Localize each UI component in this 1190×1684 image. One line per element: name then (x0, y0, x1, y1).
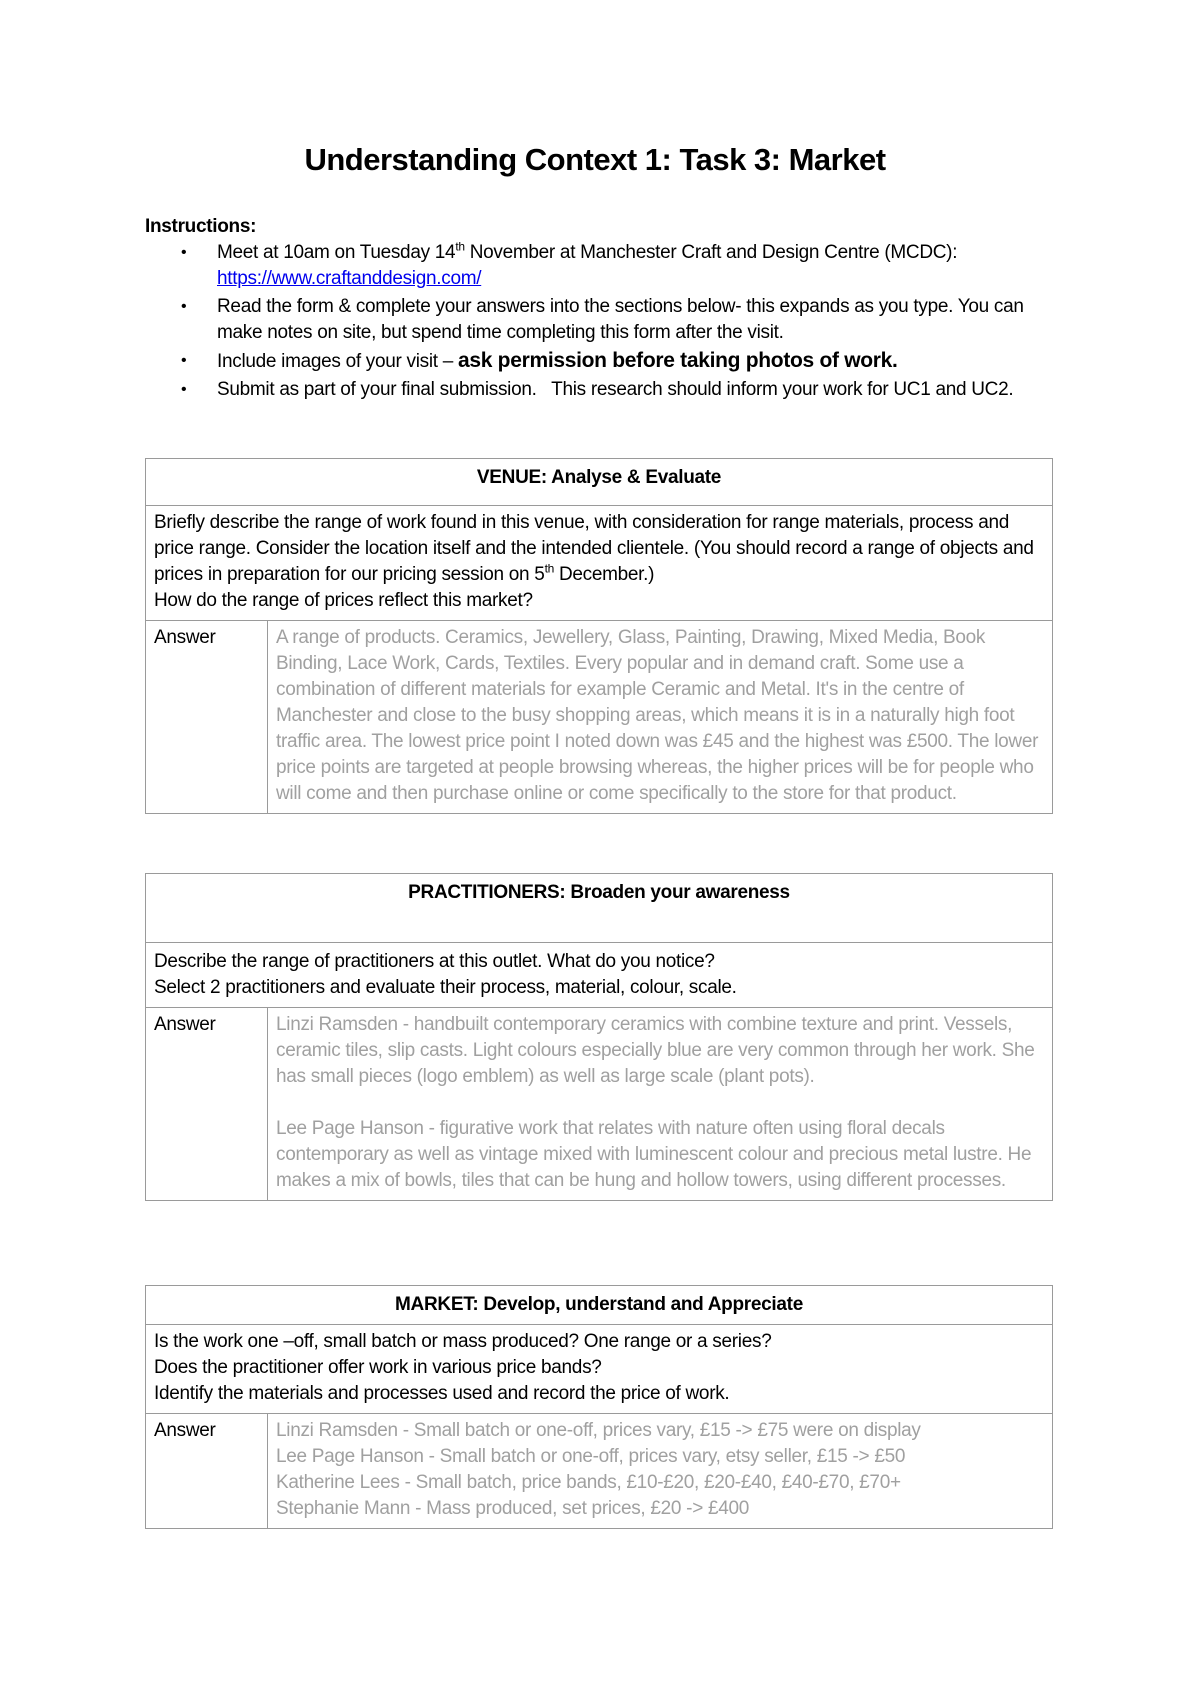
instructions-heading: Instructions: (145, 216, 257, 237)
practitioners-section-table (145, 873, 1053, 1201)
answer-paragraph: Lee Page Hanson - figurative work that relates with nature often using floral decals contemporary as well as vintage mixed with luminescent colour and precious metal lustre. He makes a mix of bowls, tiles that can be hung and hollow towers, using different processes. (276, 1118, 1032, 1191)
market-answer-label: Answer (146, 1414, 268, 1529)
mcdc-website-link[interactable]: https://www.craftanddesign.com/ (217, 268, 482, 289)
bullet-icon: • (181, 352, 187, 369)
venue-answer-field[interactable]: A range of products. Ceramics, Jewellery, Glass, Painting, Drawing, Mixed Media, Book Binding, Lace Work, Cards, Textiles. Every popular and in demand craft. Some use a combination of different materials for example Ceramic and Metal. It's in the centre of Manchester and close to the busy shopping areas, which means it is in a naturally high foot traffic area. The lowest price point I noted down was £45 and the highest was £500. The lower price points are targeted at people browsing whereas, the higher prices will be for people who will come and then purchase online or come specifically to the store for that product. (268, 621, 1053, 814)
bullet-icon: • (181, 381, 187, 398)
answer-line: Linzi Ramsden - Small batch or one-off, prices vary, £15 -> £75 were on display (276, 1420, 921, 1441)
answer-line: Katherine Lees - Small batch, price bands, £10-£20, £20-£40, £40-£70, £70+ (276, 1472, 901, 1493)
instruction-item: • Submit as part of your final submission. This research should inform your work for UC1 and UC2. (145, 377, 1065, 403)
answer-paragraph: Linzi Ramsden - handbuilt contemporary ceramics with combine texture and print. Vessels, ceramic tiles, slip casts. Light colours especially blue are very common through her work. She has small pieces (logo emblem) as well as large scale (plant pots). (276, 1014, 1035, 1087)
bullet-icon: • (181, 298, 187, 315)
instruction-item: • Read the form & complete your answers into the sections below- this expands as you type. You can make notes on site, but spend time completing this form after the visit. (181, 296, 1024, 343)
venue-prompt: Briefly describe the range of work found in this venue, with consideration for range materials, process and price range. Consider the location itself and the intended clientele. (You should record a range of objects and prices in preparation for our pricing session on 5th December.) How do the range of prices reflect this market? (146, 506, 1053, 621)
bullet-icon: • (181, 244, 187, 261)
venue-section-table (145, 458, 1053, 814)
venue-answer-label: Answer (146, 621, 268, 814)
instruction-item: • Include images of your visit – ask permission before taking photos of work. (181, 349, 898, 372)
market-section-table (145, 1285, 1053, 1529)
photo-permission-warning: ask permission before taking photos of work. (458, 349, 898, 372)
practitioners-prompt: Describe the range of practitioners at this outlet. What do you notice? Select 2 practitioners and evaluate their process, material, colour, scale. (146, 943, 1053, 1008)
market-prompt: Is the work one –off, small batch or mass produced? One range or a series? Does the practitioner offer work in various price bands? Identify the materials and processes used and record the price of work. (146, 1325, 1053, 1414)
instructions-list (145, 240, 1065, 403)
answer-line: Stephanie Mann - Mass produced, set prices, £20 -> £400 (276, 1498, 750, 1519)
practitioners-heading: PRACTITIONERS: Broaden your awareness (146, 874, 1053, 943)
market-heading: MARKET: Develop, understand and Appreciate (146, 1286, 1053, 1325)
venue-heading: VENUE: Analyse & Evaluate (146, 459, 1053, 506)
page-title: Understanding Context 1: Task 3: Market (304, 142, 886, 177)
answer-line: Lee Page Hanson - Small batch or one-off, prices vary, etsy seller, £15 -> £50 (276, 1446, 906, 1467)
market-answer-field[interactable] (268, 1414, 1053, 1529)
practitioners-answer-field[interactable] (268, 1008, 1053, 1201)
practitioners-answer-label: Answer (146, 1008, 268, 1201)
instructions-block (145, 214, 1065, 403)
instruction-item: • Meet at 10am on Tuesday 14th November at Manchester Craft and Design Centre (MCDC): https://www.craftanddesign.com/ (181, 239, 958, 289)
